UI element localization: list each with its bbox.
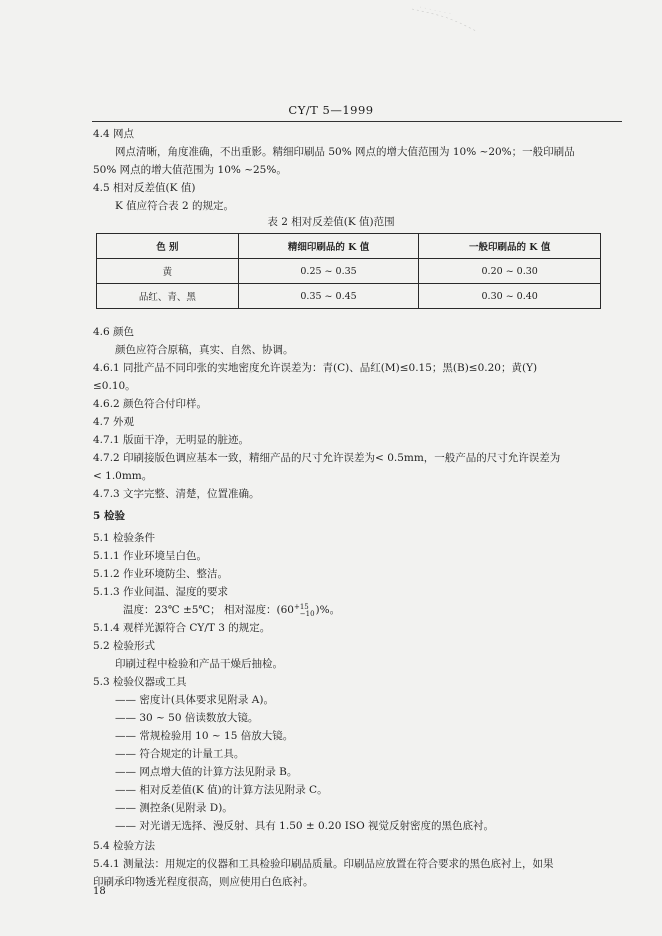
text-line: 5.1.3 作业间温、湿度的要求: [93, 586, 229, 598]
cell-color: 品红、青、黑: [97, 284, 239, 309]
humidity-prefix: 温度：23℃ ±5℃； 相对湿度：(60: [123, 604, 294, 616]
humidity-line: [123, 603, 340, 618]
cell-fine: 0.35 ~ 0.45: [238, 284, 419, 309]
text-line: —— 常规检验用 10 ~ 15 倍放大镜。: [115, 730, 294, 742]
text-line: 5.1.1 作业环境呈白色。: [93, 550, 208, 562]
text-line: 4.7.1 版面干净，无明显的脏迹。: [93, 434, 250, 446]
text-line: 4.7.3 文字完整、清楚，位置准确。: [93, 488, 260, 500]
cell-fine: 0.25 ~ 0.35: [238, 259, 419, 284]
text-line: 5.2 检验形式: [93, 640, 156, 652]
header-rule: [92, 121, 622, 122]
text-line: 5 检验: [93, 510, 125, 522]
text-line: —— 测控条(见附录 D)。: [115, 802, 233, 814]
text-line: 4.6.1 同批产品不同印张的实地密度允许误差为：青(C)、品红(M)≤0.15；黑(B)≤0.20；黄(Y): [93, 362, 538, 374]
table-row: [97, 259, 601, 284]
text-line: 4.5 相对反差值(K 值): [93, 182, 196, 194]
table-caption: 表 2 相对反差值(K 值)范围: [267, 216, 395, 228]
text-line: ≤0.10。: [93, 380, 136, 392]
header-color-category: 色 别: [97, 234, 239, 259]
text-line: —— 对光谱无选择、漫反射、具有 1.50 ± 0.20 ISO 视觉反射密度的黑色底衬。: [115, 820, 495, 832]
text-line: 4.4 网点: [93, 128, 135, 140]
text-line: 颜色应符合原稿，真实、自然、协调。: [115, 344, 294, 356]
page-number: 18: [93, 886, 106, 897]
humidity-tolerance-lower: −10: [299, 610, 315, 618]
text-line: 5.4.1 测量法：用规定的仪器和工具检验印刷品质量。印刷品应放置在符合要求的黑色底衬上，如果: [93, 858, 554, 870]
text-line: K 值应符合表 2 的规定。: [115, 200, 235, 212]
text-line: 5.1.4 观样光源符合 CY/T 3 的规定。: [93, 622, 271, 634]
text-line: 4.7 外观: [93, 416, 135, 428]
text-line: 印刷过程中检验和产品干燥后抽检。: [115, 658, 283, 670]
text-line: 网点清晰，角度准确，不出重影。精细印刷品 50% 网点的增大值范围为 10% ~20%；一般印刷品: [115, 146, 575, 158]
cell-general: 0.20 ~ 0.30: [419, 259, 601, 284]
text-line: 4.7.2 印刷接版色调应基本一致，精细产品的尺寸允许误差为< 0.5mm，一般产品的尺寸允许误差为: [93, 452, 561, 464]
text-line: 4.6.2 颜色符合付印样。: [93, 398, 208, 410]
text-line: 50% 网点的增大值范围为 10% ~25%。: [93, 164, 287, 176]
scan-artifact: [410, 5, 480, 35]
text-line: 5.1.2 作业环境防尘、整洁。: [93, 568, 229, 580]
text-line: —— 30 ~ 50 倍读数放大镜。: [115, 712, 259, 724]
text-line: 5.4 检验方法: [93, 840, 156, 852]
humidity-tolerance-upper: +15: [293, 603, 309, 611]
text-line: 4.6 颜色: [93, 326, 135, 338]
humidity-suffix: )%。: [315, 604, 341, 616]
text-line: 印刷承印物透光程度很高，则应使用白色底衬。: [93, 876, 314, 888]
text-line: —— 网点增大值的计算方法见附录 B。: [115, 766, 298, 778]
text-line: —— 相对反差值(K 值)的计算方法见附录 C。: [115, 784, 328, 796]
k-value-table: [96, 233, 601, 309]
table-row: [97, 284, 601, 309]
table-header-row: [97, 234, 601, 259]
header-fine-k-value: 精细印刷品的 K 值: [238, 234, 419, 259]
page-header: CY/T 5—1999: [288, 103, 374, 117]
text-line: —— 密度计(具体要求见附录 A)。: [115, 694, 274, 706]
cell-color: 黄: [97, 259, 239, 284]
text-line: 5.1 检验条件: [93, 532, 156, 544]
cell-general: 0.30 ~ 0.40: [419, 284, 601, 309]
text-line: 5.3 检验仪器或工具: [93, 676, 187, 688]
header-general-k-value: 一般印刷品的 K 值: [419, 234, 601, 259]
text-line: < 1.0mm。: [93, 470, 153, 482]
text-line: —— 符合规定的计量工具。: [115, 748, 245, 760]
